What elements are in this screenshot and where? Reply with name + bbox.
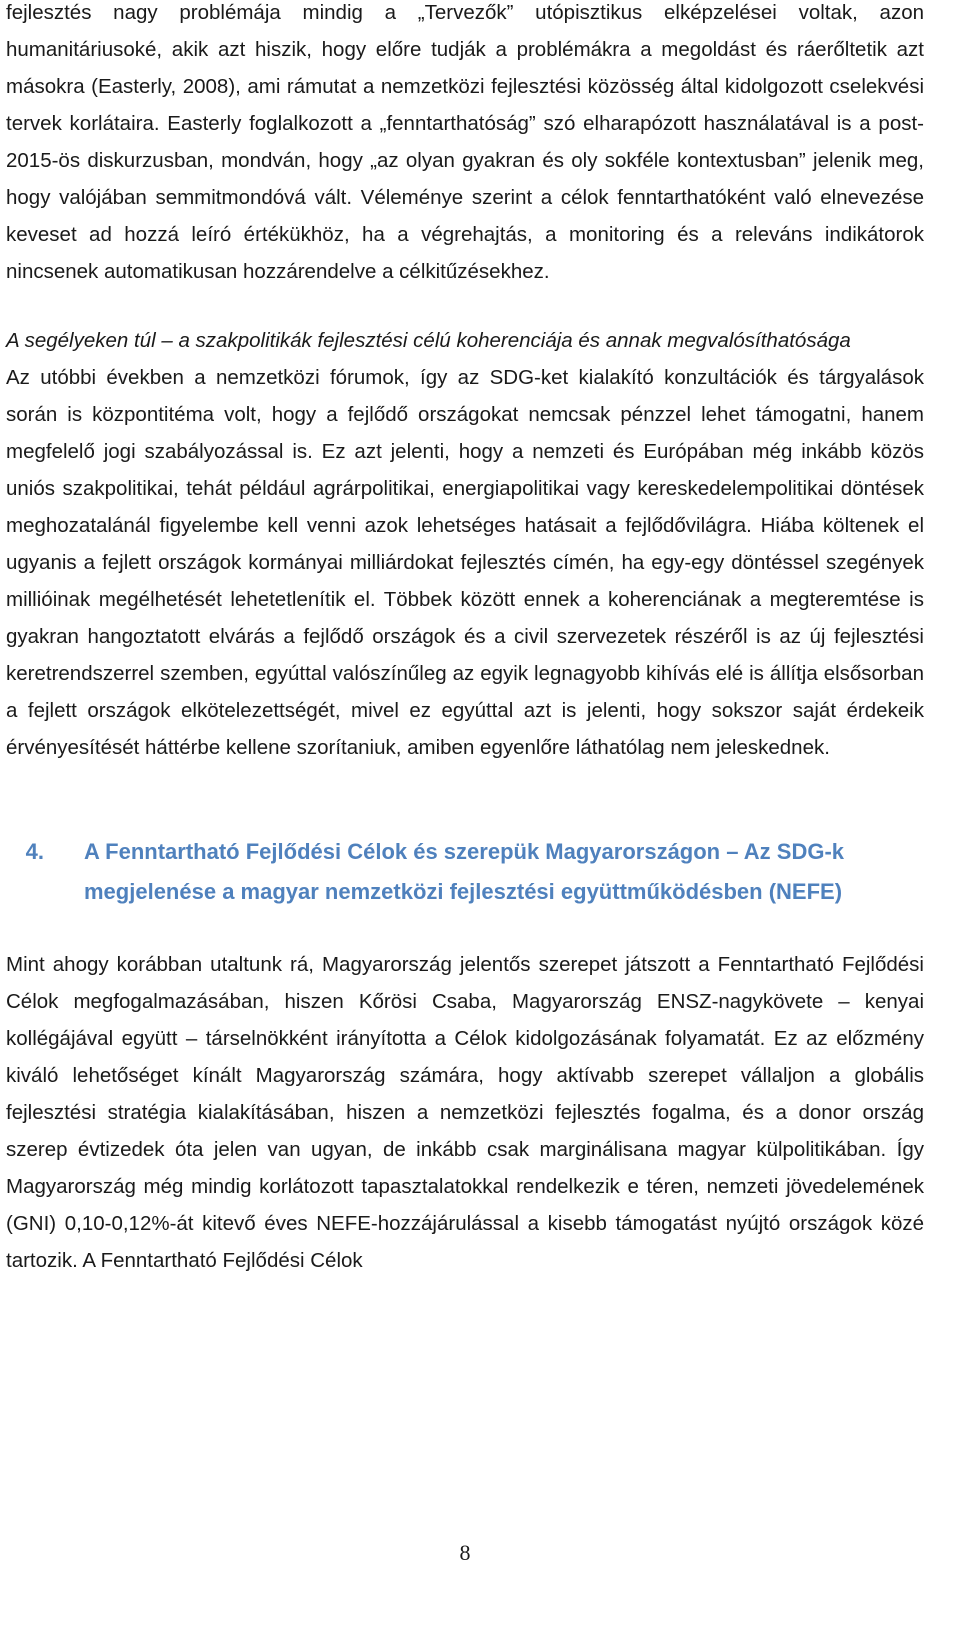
document-page [6,0,924,1279]
body-paragraph: fejlesztés nagy problémája mindig a „Tervezők” utópisztikus elképzelései voltak, azon humanitáriusoké, akik azt hiszik, hogy előre tudják a problémákra a megoldást és ráerőltetik azt másokra (Easterly, 2008), ami rámutat a nemzetközi fejlesztési közösség által kidolgozott cselekvési tervek korlátaira. Easterly foglalkozott a „fenntarthatóság” szó elharapózott használatával is a post-2015-ös diskurzusban, mondván, hogy „az olyan gyakran és oly sokféle kontextusban” jelenik meg, hogy valójában semmitmondóvá vált. Véleménye szerint a célok fenntarthatóként való elnevezése keveset ad hozzá leíró értékükhöz, ha a végrehajtás, a monitoring és a releváns indikátorok nincsenek automatikusan hozzárendelve a célkitűzésekhez. [6,1,924,283]
chapter-number: 4. [25,839,44,864]
chapter-title: A Fenntartható Fejlődési Célok és szerepük Magyarországon – Az SDG-k megjelenése a magyar nemzetközi fejlesztési együttműködésben (NEFE) [84,839,844,904]
page-number: 8 [459,1540,471,1565]
body-paragraph: Mint ahogy korábban utaltunk rá, Magyarország jelentős szerepet játszott a Fenntartható Fejlődési Célok megfogalmazásában, hiszen Kőrösi Csaba, Magyarország ENSZ-nagykövete – kenyai kollégájával együtt – társelnökként irányította a Célok kidolgozásának folyamatát. Ez az előzmény kiváló lehetőséget kínált Magyarország számára, hogy aktívabb szerepet vállaljon a globális fejlesztési stratégia kialakításában, hiszen a nemzetközi fejlesztés fogalma, és a donor ország szerep évtizedek óta jelen van ugyan, de inkább csak marginálisana magyar külpolitikában. Így Magyarország még mindig korlátozott tapasztalatokkal rendelkezik e téren, nemzeti jövedelemének (GNI) 0,10-0,12%-át kitevő éves NEFE-hozzájárulással a kisebb támogatást nyújtó országok közé tartozik. A Fenntartható Fejlődési Célok [6,953,924,1272]
chapter-heading [6,832,924,912]
body-paragraph: Az utóbbi években a nemzetközi fórumok, így az SDG-ket kialakító konzultációk és tárgyalások során is központitéma volt, hogy a fejlődő országokat nemcsak pénzzel lehet támogatni, hanem megfelelő jogi szabályozással is. Ez azt jelenti, hogy a nemzeti és Európában még inkább közös uniós szakpolitikai, tehát például agrárpolitikai, energiapolitikai vagy kereskedelempolitikai döntések meghozatalánál figyelembe kell venni azok lehetséges hatásait a fejlődővilágra. Hiába költenek el ugyanis a fejlett országok kormányai milliárdokat fejlesztés címén, ha egy-egy döntéssel szegények millióinak megélhetését lehetetlenítik el. Többek között ennek a koherenciának a megteremtése is gyakran hangoztatott elvárás a fejlődő országok és a civil szervezetek részéről is az új fejlesztési keretrendszerrel szemben, egyúttal valószínűleg az egyik legnagyobb kihívás elé is állítja elsősorban a fejlett országok elkötelezettségét, mivel ez egyúttal azt is jelenti, hogy sokszor saját érdekeik érvényesítését háttérbe kellene szorítaniuk, amiben egyenlőre láthatólag nem jeleskednek. [6,366,924,759]
section-subheading: A segélyeken túl – a szakpolitikák fejlesztési célú koherenciája és annak megvalósíthatósága [6,329,851,352]
